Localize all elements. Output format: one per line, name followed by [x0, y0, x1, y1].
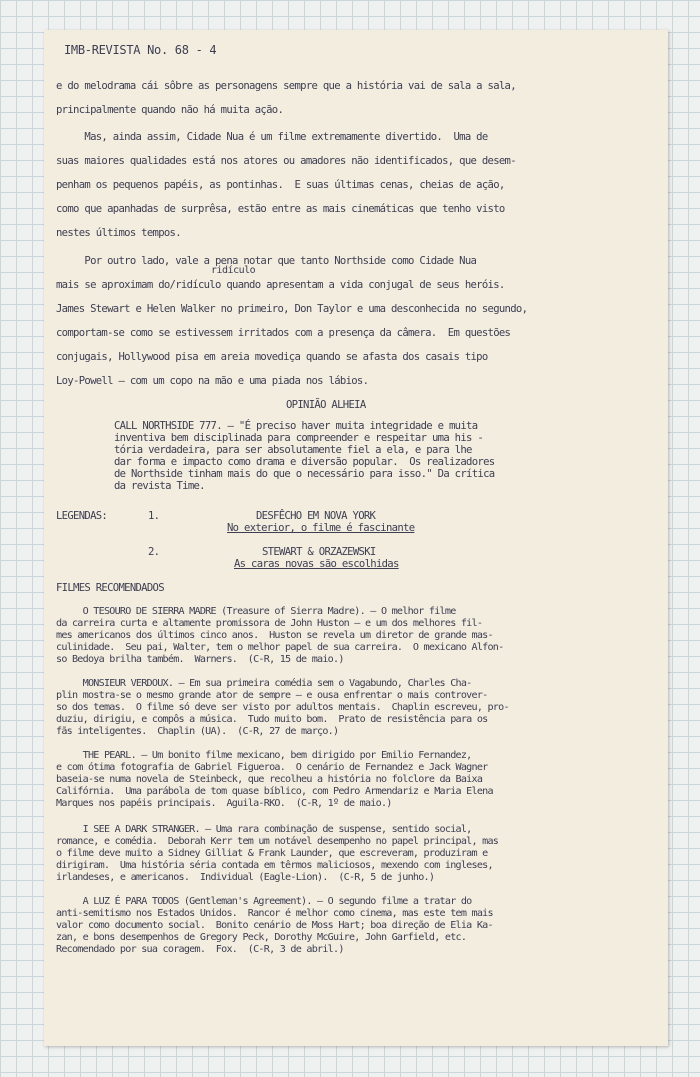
quote-line: dar forma e impacto como drama e diversão popular. Os realizadores	[114, 456, 495, 468]
film-line: culinidade. Seu pai, Walter, tem o melhor papel de sua carreira. O mexicano Alfon-	[56, 642, 504, 653]
text-line: Mas, ainda assim, Cidade Nua é um filme extremamente divertido. Uma de	[56, 131, 488, 143]
film-line: e com ótima fotografia de Gabriel Figueroa. O cenário de Fernandez e Jack Wagner	[56, 762, 488, 773]
text-line: conjugais, Hollywood pisa em areia movediça quando se afasta dos casais tipo	[56, 351, 488, 363]
film-line: da carreira curta e altamente promissora de John Huston — e um dos melhores fil-	[56, 618, 483, 629]
film-line: zan, e bons desempenhos de Gregory Peck, Dorothy McGuire, John Garfield, etc.	[56, 932, 467, 943]
text-line: Por outro lado, vale a pena notar que tanto Northside como Cidade Nua	[56, 255, 477, 267]
film-line: irlandeses, e americanos. Individual (Eagle-Lion). (C-R, 5 de junho.)	[56, 872, 435, 883]
film-line: mes americanos dos últimos cinco anos. Huston se revela um diretor de grande mas-	[56, 630, 493, 641]
film-line: THE PEARL. — Um bonito filme mexicano, bem dirigido por Emilio Fernandez,	[56, 750, 472, 761]
film-line: I SEE A DARK STRANGER. — Uma rara combinação de suspense, sentido social,	[56, 824, 472, 835]
film-line: dirigiram. Uma história séria contada em têrmos maliciosos, mexendo com ingleses,	[56, 860, 493, 871]
legenda-title: STEWART & ORZAZEWSKI	[262, 546, 376, 558]
section-heading: FILMES RECOMENDADOS	[56, 582, 164, 594]
legendas-label: LEGENDAS:	[56, 510, 108, 522]
film-line: baseia-se numa novela de Steinbeck, que recolheu a história no folclore da Baixa	[56, 774, 483, 785]
film-line: Califórnia. Uma parábola de tom quase bíblico, com Pedro Armendariz e Maria Elena	[56, 786, 493, 797]
film-line: MONSIEUR VERDOUX. — Em sua primeira comédia sem o Vagabundo, Charles Cha-	[56, 678, 472, 689]
film-line: plin mostra-se o mesmo grande ator de sempre — e ousa enfrentar o mais controver-	[56, 690, 488, 701]
page-header: IMB-REVISTA No. 68 - 4	[64, 43, 217, 57]
film-line: Marques nos papéis principais. Aguila-RKO. (C-R, 1º de maio.)	[56, 798, 392, 809]
film-line: Recomendado por sua coragem. Fox. (C-R, 3 de abril.)	[56, 944, 344, 955]
quote-line: inventiva bem disciplinada para compreender e respeitar uma his -	[114, 432, 484, 444]
legenda-number: 2.	[148, 546, 160, 558]
film-line: O TESOURO DE SIERRA MADRE (Treasure of Sierra Madre). — O melhor filme	[56, 606, 456, 617]
film-line: romance, e comédia. Deborah Kerr tem um notável desempenho no papel principal, mas	[56, 836, 499, 847]
film-line: fãs inteligentes. Chaplin (UA). (C-R, 27 de março.)	[56, 726, 339, 737]
legenda-caption: No exterior, o filme é fascinante	[227, 522, 415, 534]
typewritten-page	[44, 30, 668, 1046]
text-line: nestes últimos tempos.	[56, 227, 181, 239]
text-line: e do melodrama cái sôbre as personagens sempre que a história vai de sala a sala,	[56, 80, 516, 92]
text-line: suas maiores qualidades está nos atores ou amadores não identificados, que desem-	[56, 155, 516, 167]
film-line: valor como documento social. Bonito cenário de Moss Hart; boa direção de Elia Ka-	[56, 920, 493, 931]
text-line: Loy-Powell — com um copo na mão e uma piada nos lábios.	[56, 375, 369, 387]
film-line: so Bedoya brilha também. Warners. (C-R, 15 de maio.)	[56, 654, 344, 665]
handwritten-insertion: ridículo	[211, 265, 256, 276]
text-line: James Stewart e Helen Walker no primeiro, Don Taylor e uma desconhecida no segundo,	[56, 303, 528, 315]
legenda-number: 1.	[148, 510, 160, 522]
section-heading: OPINIÃO ALHEIA	[286, 399, 366, 411]
quote-line: de Northside tinham mais do que o necessário para isso." Da crítica	[114, 468, 495, 480]
film-line: so dos temas. O filme só deve ser visto por adultos mentais. Chaplin escreveu, pro-	[56, 702, 509, 713]
text-line: mais se aproximam do/ridículo quando apresentam a vida conjugal de seus heróis.	[56, 279, 505, 291]
film-line: duziu, dirigiu, e compôs a música. Tudo muito bom. Prato de resistência para os	[56, 714, 488, 725]
text-line: como que apanhadas de surprêsa, estão entre as mais cinemáticas que tenho visto	[56, 203, 505, 215]
text-line: principalmente quando não há muita ação.	[56, 104, 284, 116]
quote-line: da revista Time.	[114, 480, 205, 492]
text-line: penham os pequenos papéis, as pontinhas. E suas últimas cenas, cheias de ação,	[56, 179, 505, 191]
text-line: comportam-se como se estivessem irritados com a presença da câmera. Em questões	[56, 327, 511, 339]
film-line: o filme deve muito a Sidney Gilliat & Frank Launder, que escreveram, produziram e	[56, 848, 488, 859]
legenda-title: DESFÊCHO EM NOVA YORK	[256, 510, 376, 522]
film-line: A LUZ É PARA TODOS (Gentleman's Agreement). — O segundo filme a tratar do	[56, 896, 472, 907]
quote-line: CALL NORTHSIDE 777. — "É preciso haver muita integridade e muita	[114, 420, 478, 432]
quote-line: tória verdadeira, para ser absolutamente fiel a ela, e para lhe	[114, 444, 472, 456]
film-line: anti-semitismo nos Estados Unidos. Rancor é melhor como cinema, mas este tem mais	[56, 908, 493, 919]
legenda-caption: As caras novas são escolhidas	[234, 558, 399, 570]
